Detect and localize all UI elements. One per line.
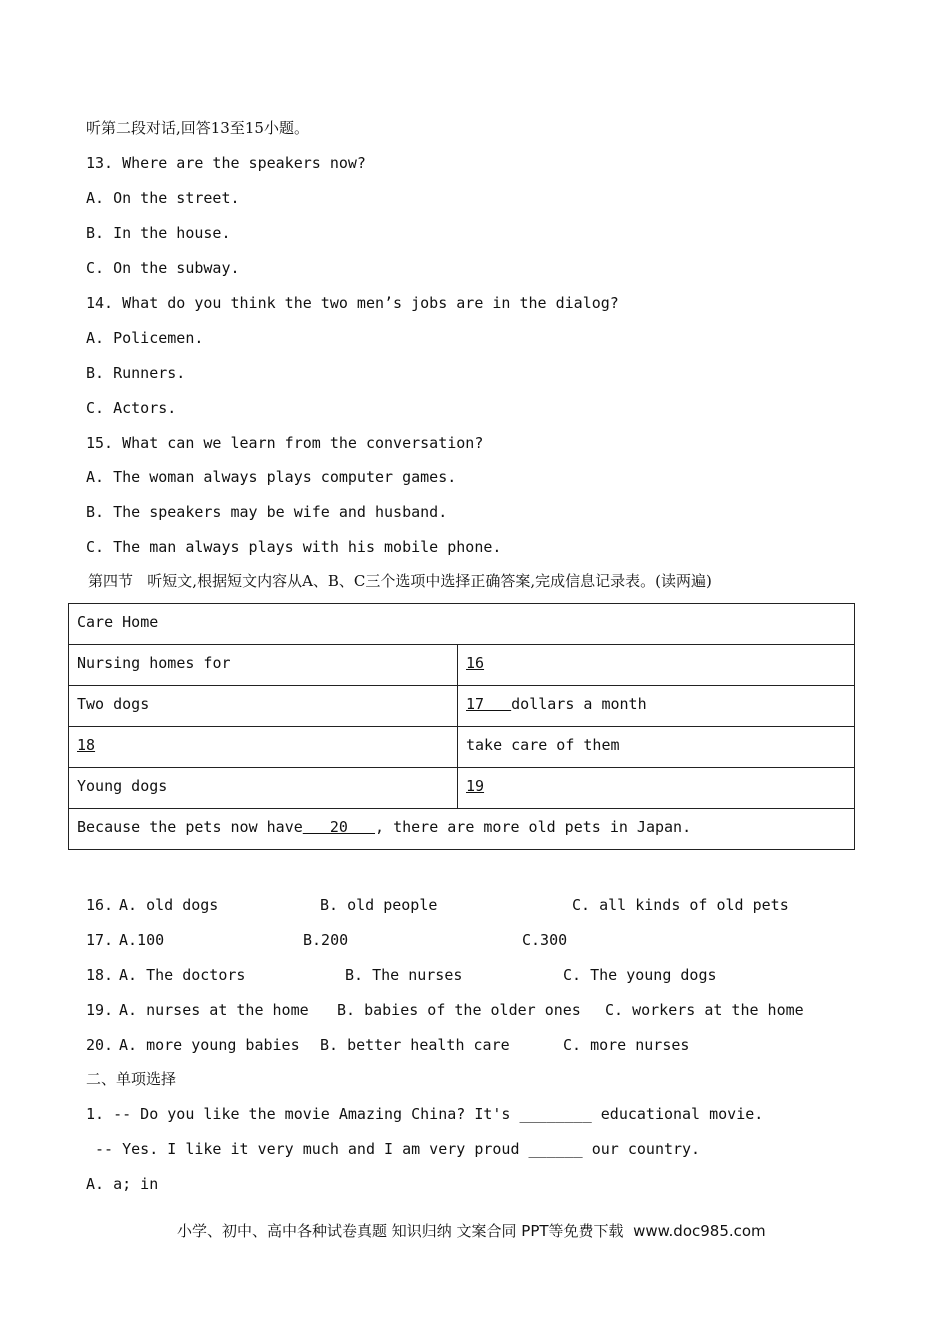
answer-option-a: A.100	[119, 931, 165, 949]
section-intro: 听第二段对话,回答13至15小题。	[86, 119, 309, 137]
answer-number: 19.	[86, 1001, 114, 1019]
answer-option-b: B. old people	[320, 896, 438, 914]
blank-18: 18	[77, 736, 96, 754]
table-row	[69, 686, 855, 727]
blank-19: 19	[466, 777, 485, 795]
answer-option-a: A. more young babies	[119, 1036, 300, 1054]
option-13c: C. On the subway.	[86, 259, 240, 277]
answer-option-a: A. old dogs	[119, 896, 219, 914]
part4-title: 第四节 听短文,根据短文内容从A、B、C三个选项中选择正确答案,完成信息记录表。(读两遍)	[88, 572, 712, 590]
option-14c: C. Actors.	[86, 399, 177, 417]
option-15a: A. The woman always plays computer games.	[86, 468, 457, 486]
table-header: Care Home	[69, 604, 855, 645]
mc-question-1-option-a: A. a; in	[86, 1175, 159, 1193]
question-14: 14. What do you think the two men’s jobs are in the dialog?	[86, 294, 619, 312]
page-footer: 小学、初中、高中各种试卷真题 知识归纳 文案合同 PPT等免费下载 www.doc985.com	[177, 1222, 766, 1240]
mc-question-1-line2: -- Yes. I like it very much and I am very proud ______ our country.	[86, 1140, 701, 1158]
table-row	[69, 727, 855, 768]
table-cell-text: dollars a month	[511, 695, 647, 713]
answer-number: 18.	[86, 966, 114, 984]
option-13b: B. In the house.	[86, 224, 231, 242]
answer-option-c: C.300	[522, 931, 568, 949]
answer-option-b: B.200	[303, 931, 349, 949]
option-15c: C. The man always plays with his mobile phone.	[86, 538, 502, 556]
table-cell	[458, 768, 855, 809]
answer-number: 20.	[86, 1036, 114, 1054]
table-footer	[69, 809, 855, 850]
blank-17: 17	[466, 695, 512, 713]
table-cell	[69, 727, 458, 768]
table-cell: Nursing homes for	[69, 645, 458, 686]
mc-question-1-line1: 1. -- Do you like the movie Amazing China? It's ________ educational movie.	[86, 1105, 764, 1123]
table-cell	[458, 686, 855, 727]
answer-number: 16.	[86, 896, 114, 914]
answer-option-a: A. nurses at the home	[119, 1001, 309, 1019]
option-14a: A. Policemen.	[86, 329, 204, 347]
info-table	[68, 603, 855, 850]
question-13: 13. Where are the speakers now?	[86, 154, 366, 172]
table-cell: Two dogs	[69, 686, 458, 727]
table-cell: take care of them	[458, 727, 855, 768]
section2-title: 二、单项选择	[86, 1070, 177, 1088]
table-cell	[458, 645, 855, 686]
blank-20: 20	[302, 818, 376, 836]
option-14b: B. Runners.	[86, 364, 186, 382]
table-row	[69, 768, 855, 809]
footer-text-after: , there are more old pets in Japan.	[375, 818, 692, 836]
answer-option-b: B. better health care	[320, 1036, 510, 1054]
question-15: 15. What can we learn from the conversation?	[86, 434, 484, 452]
option-13a: A. On the street.	[86, 189, 240, 207]
table-cell: Young dogs	[69, 768, 458, 809]
answer-option-c: C. The young dogs	[563, 966, 717, 984]
answer-option-c: C. workers at the home	[605, 1001, 804, 1019]
answer-option-b: B. babies of the older ones	[337, 1001, 581, 1019]
answer-option-c: C. more nurses	[563, 1036, 690, 1054]
answer-option-a: A. The doctors	[119, 966, 246, 984]
blank-16: 16	[466, 654, 485, 672]
table-row	[69, 645, 855, 686]
answer-option-c: C. all kinds of old pets	[572, 896, 789, 914]
footer-text-before: Because the pets now have	[77, 818, 303, 836]
answer-number: 17.	[86, 931, 114, 949]
option-15b: B. The speakers may be wife and husband.	[86, 503, 448, 521]
answer-option-b: B. The nurses	[345, 966, 463, 984]
